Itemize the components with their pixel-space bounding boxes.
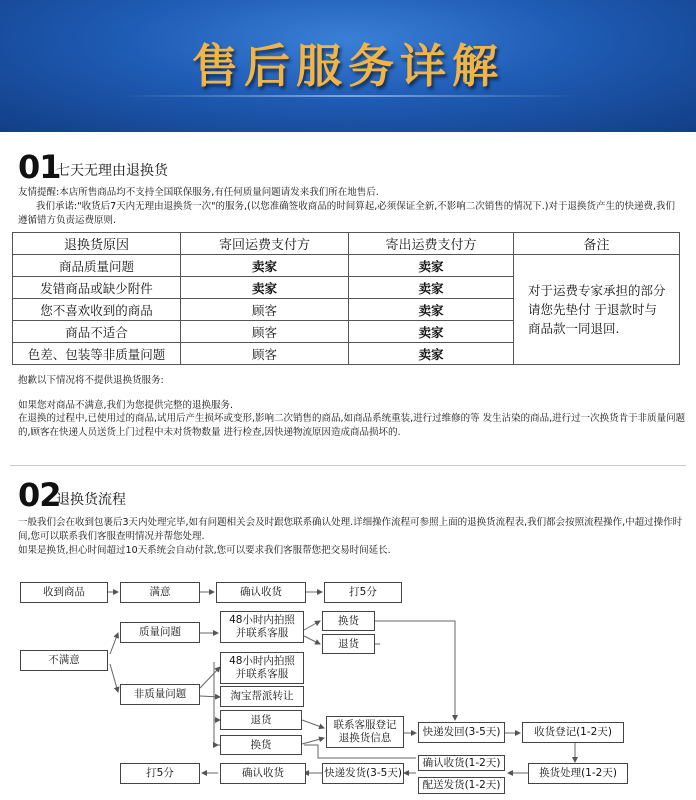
- flow-express-ship: 快递发货(3-5天): [322, 763, 404, 784]
- flow-unsatisfied: 不满意: [20, 650, 108, 671]
- flow-receipt-register: 收货登记(1-2天): [522, 722, 624, 743]
- process-paragraph-2: 如果是换货,担心时间超过10天系统会自动付款,您可以要求我们客服帮您把交易时间延长.: [18, 545, 391, 556]
- table-cell: 卖家: [181, 277, 349, 299]
- flow-delivery: 配送发货(1-2天): [418, 777, 505, 794]
- table-row: [13, 255, 680, 277]
- table-cell: 卖家: [349, 343, 514, 365]
- table-cell: 顾客: [181, 299, 349, 321]
- section-2-number: 02: [18, 476, 61, 514]
- table-cell: 顾客: [181, 343, 349, 365]
- flow-return-2: 退货: [220, 710, 302, 730]
- table-cell: 卖家: [349, 321, 514, 343]
- flow-taobao-transfer: 淘宝帮派转让: [220, 686, 304, 707]
- flow-rate-bottom: 打5分: [120, 763, 200, 784]
- table-cell: 您不喜欢收到的商品: [13, 299, 181, 321]
- table-header: 寄出运费支付方: [349, 233, 514, 255]
- table-cell: 发错商品或缺少附件: [13, 277, 181, 299]
- table-cell: 卖家: [349, 277, 514, 299]
- flow-confirm-top: 确认收货: [216, 582, 306, 603]
- exclusion-line-2: 在退换的过程中,已使用过的商品,试用后产生损坏或变形,影响二次销售的商品,如商品系统重装,进行过维修的等 发生沾染的商品,进行过一次换货肯于非质量问题的,顾客在快递人员送货上门过程中未对货物数量 进行检查,因快递物流原因造成商品损坏的.: [18, 413, 686, 438]
- section-2-title: 退换货流程: [56, 492, 126, 508]
- flow-photo-contact-1: 48小时内拍照并联系客服: [220, 611, 304, 643]
- return-policy-table: [12, 232, 680, 365]
- table-cell: 商品不适合: [13, 321, 181, 343]
- flow-confirm-receipt-mid: 确认收货(1-2天): [418, 755, 505, 771]
- table-header-row: [13, 233, 680, 255]
- banner-title: 售后服务详解: [192, 39, 504, 93]
- flow-satisfied: 满意: [120, 582, 200, 603]
- exclusion-line-1: 如果您对商品不满意,我们为您提供完整的退换服务.: [18, 400, 234, 411]
- flow-quality-issue: 质量问题: [120, 622, 200, 643]
- table-header: 备注: [514, 233, 680, 255]
- flow-contact-register: 联系客服登记退换货信息: [326, 716, 404, 748]
- flow-photo-contact-2: 48小时内拍照并联系客服: [220, 652, 304, 684]
- flow-exchange-processing: 换货处理(1-2天): [528, 763, 628, 784]
- table-cell: 顾客: [181, 321, 349, 343]
- table-cell: 色差、包装等非质量问题: [13, 343, 181, 365]
- flow-exchange-1: 换货: [322, 611, 375, 631]
- flow-non-quality-issue: 非质量问题: [120, 684, 200, 705]
- flow-express-return: 快递发回(3-5天): [418, 722, 505, 743]
- table-cell: 卖家: [181, 255, 349, 277]
- section-1-title: 七天无理由退换货: [56, 163, 168, 179]
- flow-received: 收到商品: [20, 582, 108, 603]
- table-cell: 卖家: [349, 255, 514, 277]
- flow-rate-top: 打5分: [324, 582, 402, 603]
- notice-text: 友情提醒:本店所售商品均不支持全国联保服务,有任何质量问题请发来我们所在地售后.: [18, 187, 379, 198]
- flow-exchange-2: 换货: [220, 735, 302, 755]
- section-divider: [10, 465, 686, 466]
- table-header: 退换货原因: [13, 233, 181, 255]
- table-header: 寄回运费支付方: [181, 233, 349, 255]
- flow-confirm-bottom: 确认收货: [220, 763, 306, 784]
- exclusion-title: 抱歉以下情况将不提供退换货服务:: [18, 375, 164, 386]
- table-note-cell: 对于运费专家承担的部分请您先垫付 于退款时与商品款一同退回.: [514, 255, 680, 365]
- section-1-number: 01: [18, 148, 61, 186]
- flow-return-1: 退货: [322, 634, 375, 654]
- table-cell: 商品质量问题: [13, 255, 181, 277]
- table-cell: 卖家: [349, 299, 514, 321]
- promise-text: 我们承诺:"收货后7天内无理由退换货一次"的服务,(以您准确签收商品的时间算起,必须保证全新,不影响二次销售的情况下.)对于退换货产生的快递费,我们遵循错方负责运费原则.: [18, 201, 675, 226]
- header-banner: [0, 0, 696, 132]
- process-paragraph-1: 一般我们会在收到包裹后3天内处理完毕,如有问题相关会及时跟您联系确认处理.详细操作流程可参照上面的退换货流程表,我们都会按照流程操作,中超过操作时间,您可以联系我们客服查明情况并帮您处理.: [18, 517, 683, 542]
